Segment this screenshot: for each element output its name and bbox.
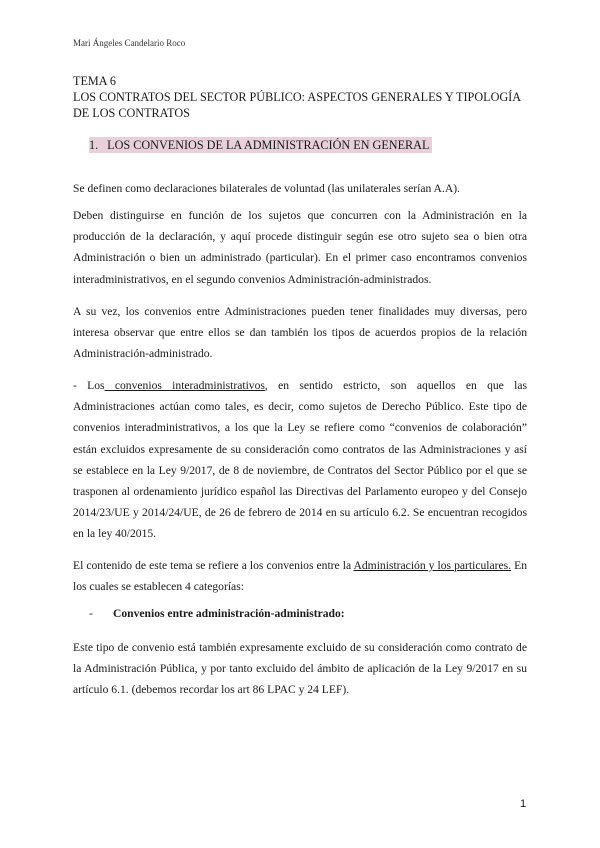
section-number: 1. <box>89 138 99 152</box>
p5-prefix: El contenido de este tema se refiere a los convenios entre la <box>73 559 354 572</box>
title-topic: TEMA 6 <box>73 74 116 88</box>
paragraph-content-scope <box>73 555 527 597</box>
p4-body: , en sentido estricto, son aquellos en que las Administraciones actúan como tales, es decir, como sujetos de Derecho Público. Este tipo de convenios interadministrativos, a los que la Ley se refiere como “convenios de colaboración” están excluidos expresamente de su consideración como contratos de las Administraciones y así se establece en la Ley 9/2017, de 8 de noviembre, de Contratos del Sector Público por el que se trasponen al ordenamiento jurídico español las Directivas del Parlamento europeo y del Consejo 2014/23/UE y 2014/24/UE, de 26 de febrero de 2014 en su artículo 6.2. Se encuentran recogidos en la ley 40/2015. <box>73 379 527 541</box>
section-title: LOS CONVENIOS DE LA ADMINISTRACIÓN EN GENERAL <box>107 138 430 152</box>
bullet-item-convenios <box>89 605 345 623</box>
p5-body: En los cuales se establecen 4 categorías: <box>73 559 527 594</box>
paragraph-definition: Se definen como declaraciones bilaterales de voluntad (las unilaterales serían A.A). <box>73 182 460 195</box>
paragraph-administrations: A su vez, los convenios entre Administraciones pueden tener finalidades muy diversas, pero interesa observar que entre ellos se dan también los tipos de acuerdos propios de la relación Administración-administrado. <box>73 305 527 361</box>
document-title <box>73 73 533 121</box>
bullet-text: Convenios entre administración-administrado: <box>113 607 345 620</box>
paragraph-interadministrative <box>73 375 527 545</box>
p4-underlined-term: convenios interadministrativos <box>104 379 265 392</box>
bullet-dash: - <box>89 607 93 620</box>
paragraph-distinction: Deben distinguirse en función de los sujetos que concurren con la Administración en la producción de la declaración, y aquí procede distinguir según ese otro sujeto sea o bien otra Administración o bien un administrado (particular). En el primer caso encontramos convenios interadministrativos, en el segundo convenios Administración-administrados. <box>73 209 527 286</box>
page-number: 1 <box>520 798 527 810</box>
title-subject: LOS CONTRATOS DEL SECTOR PÚBLICO: ASPECTOS GENERALES Y TIPOLOGÍA DE LOS CONTRATOS <box>73 90 521 120</box>
p4-prefix: - Los <box>73 379 105 392</box>
page-header-author: Mari Ángeles Candelario Roco <box>73 38 186 48</box>
paragraph-exclusion: Este tipo de convenio está también expresamente excluido de su consideración como contrato de la Administración Pública, y por tanto excluido del ámbito de aplicación de la Ley 9/2017 en su artículo 6.1. (debemos recordar los art 86 LPAC y 24 LEF). <box>73 641 527 697</box>
p5-underlined-term: Administración y los particulares. <box>353 559 512 572</box>
section-heading <box>89 137 432 153</box>
